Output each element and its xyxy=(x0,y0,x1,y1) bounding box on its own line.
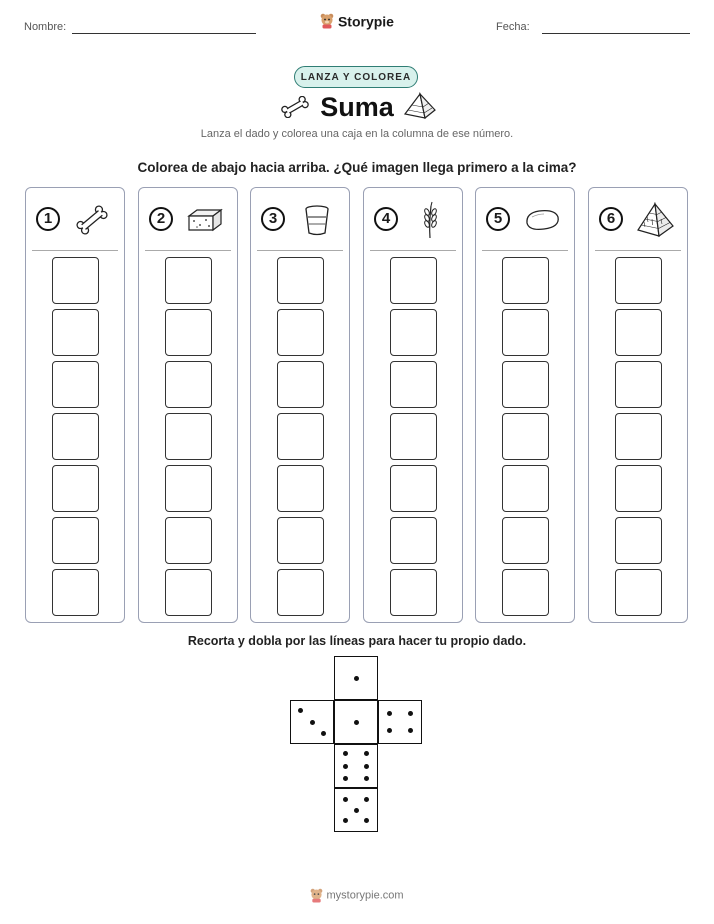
date-line[interactable] xyxy=(542,33,690,34)
color-box[interactable] xyxy=(390,413,437,460)
pyramid-icon xyxy=(635,200,675,240)
brand-name: Storypie xyxy=(337,13,394,30)
die-pip xyxy=(343,818,348,823)
color-box[interactable] xyxy=(52,257,99,304)
column-number: 4 xyxy=(374,207,398,231)
color-box[interactable] xyxy=(390,257,437,304)
color-box[interactable] xyxy=(502,517,549,564)
color-box[interactable] xyxy=(502,309,549,356)
column-divider xyxy=(482,250,568,251)
column-divider xyxy=(32,250,118,251)
color-box[interactable] xyxy=(52,361,99,408)
color-box[interactable] xyxy=(165,361,212,408)
column-1 xyxy=(25,187,125,623)
color-box[interactable] xyxy=(615,465,662,512)
name-line[interactable] xyxy=(72,33,256,34)
column-5 xyxy=(475,187,575,623)
column-divider xyxy=(145,250,231,251)
color-box[interactable] xyxy=(615,517,662,564)
column-6 xyxy=(588,187,688,623)
column-number: 1 xyxy=(36,207,60,231)
color-box[interactable] xyxy=(502,569,549,616)
die-face-6 xyxy=(334,744,378,788)
date-label: Fecha: xyxy=(496,21,530,33)
color-box[interactable] xyxy=(277,413,324,460)
die-pip xyxy=(354,808,359,813)
footer xyxy=(0,888,714,903)
color-box[interactable] xyxy=(502,257,549,304)
color-box[interactable] xyxy=(52,413,99,460)
color-box[interactable] xyxy=(277,309,324,356)
column-number: 3 xyxy=(261,207,285,231)
die-face-1 xyxy=(334,656,378,700)
color-box[interactable] xyxy=(277,517,324,564)
die-pip xyxy=(408,728,413,733)
wheat-icon xyxy=(410,200,450,240)
color-box[interactable] xyxy=(277,361,324,408)
cut-instruction: Recorta y dobla por las líneas para hacer tu propio dado. xyxy=(187,634,527,648)
cup-icon xyxy=(297,200,337,240)
color-box[interactable] xyxy=(277,465,324,512)
color-box[interactable] xyxy=(615,361,662,408)
die-pip xyxy=(310,720,315,725)
color-box[interactable] xyxy=(165,569,212,616)
color-box[interactable] xyxy=(390,517,437,564)
column-divider xyxy=(257,250,343,251)
column-divider xyxy=(370,250,456,251)
die-pip xyxy=(364,751,369,756)
bone-icon xyxy=(72,200,112,240)
color-box[interactable] xyxy=(502,413,549,460)
die-pip xyxy=(364,764,369,769)
color-box[interactable] xyxy=(165,465,212,512)
color-box[interactable] xyxy=(390,569,437,616)
column-3 xyxy=(250,187,350,623)
die-pip xyxy=(387,711,392,716)
color-box[interactable] xyxy=(165,413,212,460)
color-box[interactable] xyxy=(277,569,324,616)
color-box[interactable] xyxy=(52,569,99,616)
die-pip xyxy=(364,797,369,802)
die-pip xyxy=(387,728,392,733)
die-pip xyxy=(321,731,326,736)
die-pip xyxy=(364,776,369,781)
die-net xyxy=(290,656,426,836)
activity-badge: LANZA Y COLOREA xyxy=(294,66,418,88)
column-4 xyxy=(363,187,463,623)
sponge-icon xyxy=(185,200,225,240)
die-face-5 xyxy=(334,788,378,832)
column-number: 2 xyxy=(149,207,173,231)
color-box[interactable] xyxy=(502,465,549,512)
pyramid-icon xyxy=(403,92,437,120)
color-box[interactable] xyxy=(277,257,324,304)
footer-url: mystorypie.com xyxy=(326,889,404,902)
die-pip xyxy=(298,708,303,713)
name-label: Nombre: xyxy=(24,21,67,33)
die-pip xyxy=(343,797,348,802)
color-box[interactable] xyxy=(615,257,662,304)
instruction: Colorea de abajo hacia arriba. ¿Qué imagen llega primero a la cima? xyxy=(137,160,577,175)
die-pip xyxy=(354,720,359,725)
die-face-3 xyxy=(290,700,334,744)
die-pip xyxy=(354,676,359,681)
die-pip xyxy=(343,764,348,769)
color-box[interactable] xyxy=(615,309,662,356)
die-pip xyxy=(343,751,348,756)
bear-mascot-icon xyxy=(310,888,323,903)
color-box[interactable] xyxy=(390,361,437,408)
color-box[interactable] xyxy=(165,309,212,356)
color-box[interactable] xyxy=(390,309,437,356)
brand-logo xyxy=(0,12,714,29)
subtitle: Lanza el dado y colorea una caja en la columna de ese número. xyxy=(200,128,514,140)
die-face-1 xyxy=(334,700,378,744)
die-face-4 xyxy=(378,700,422,744)
page-title: Suma xyxy=(320,92,394,122)
color-box[interactable] xyxy=(52,309,99,356)
color-box[interactable] xyxy=(52,517,99,564)
color-box[interactable] xyxy=(390,465,437,512)
color-box[interactable] xyxy=(165,257,212,304)
color-box[interactable] xyxy=(165,517,212,564)
color-box[interactable] xyxy=(52,465,99,512)
column-number: 5 xyxy=(486,207,510,231)
die-pip xyxy=(364,818,369,823)
column-2 xyxy=(138,187,238,623)
color-box[interactable] xyxy=(615,413,662,460)
bear-mascot-icon xyxy=(320,13,334,29)
stone-icon xyxy=(522,200,562,240)
color-box[interactable] xyxy=(615,569,662,616)
die-pip xyxy=(343,776,348,781)
column-divider xyxy=(595,250,681,251)
die-pip xyxy=(408,711,413,716)
column-number: 6 xyxy=(599,207,623,231)
color-box[interactable] xyxy=(502,361,549,408)
